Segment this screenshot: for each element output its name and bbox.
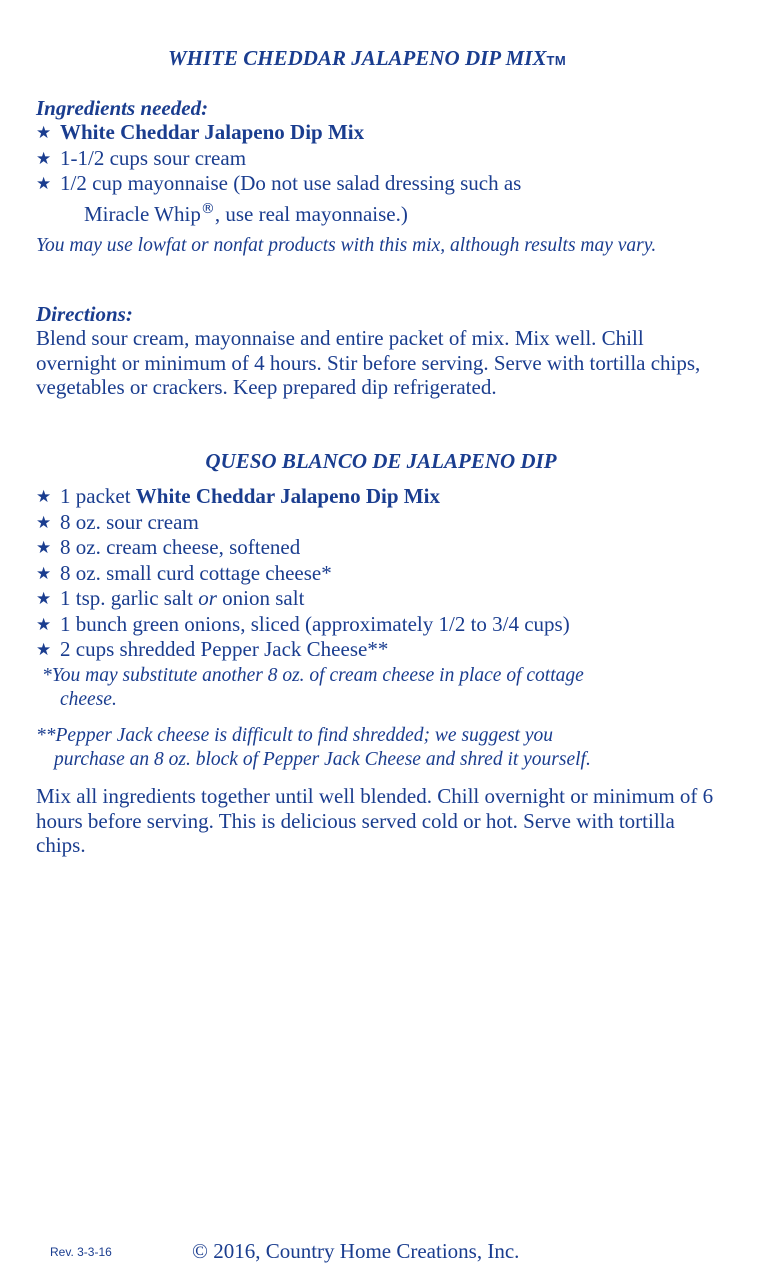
queso-ingredients (36, 484, 570, 663)
directions-section (36, 302, 726, 400)
lowfat-note: You may use lowfat or nonfat products with this mix, although results may vary. (36, 235, 657, 256)
registered-mark: ® (200, 200, 215, 217)
star-icon: ★ (36, 538, 52, 558)
star-icon: ★ (36, 512, 52, 533)
queso-title: QUESO BLANCO DE JALAPENO DIP (205, 449, 557, 473)
star-icon: ★ (36, 123, 52, 143)
queso-item: ★ 1 bunch green onions, sliced (approximately 1/2 to 3/4 cups) (36, 611, 570, 636)
star-icon: ★ (36, 148, 52, 169)
queso-item: ★ 2 cups shredded Pepper Jack Cheese** (36, 637, 389, 661)
queso-item: ★ 1 tsp. garlic salt or onion salt (36, 586, 305, 610)
queso-item: ★ 8 oz. small curd cottage cheese* (36, 560, 332, 585)
queso-item: ★ 8 oz. cream cheese, softened (36, 535, 301, 559)
star-icon: ★ (36, 563, 52, 584)
star-icon: ★ (36, 487, 52, 507)
trademark-mark: TM (546, 53, 567, 68)
ingredient-item-continued: Miracle Whip®, use real mayonnaise.) (84, 200, 408, 226)
directions-label: Directions: (36, 302, 133, 326)
star-icon: ★ (36, 174, 52, 194)
revision-date: Rev. 3-3-16 (50, 1245, 112, 1259)
title-text: WHITE CHEDDAR JALAPENO DIP MIX (168, 46, 547, 70)
pepper-jack-footnote: **Pepper Jack cheese is difficult to find shredded; we suggest you purchase an 8 oz. block of Pepper Jack Cheese and shred it yourself. (36, 725, 591, 770)
star-icon: ★ (36, 614, 52, 635)
star-icon: ★ (36, 589, 52, 609)
ingredient-item: ★ 1/2 cup mayonnaise (Do not use salad dressing such as (36, 171, 522, 195)
copyright-notice: © 2016, Country Home Creations, Inc. (192, 1239, 520, 1263)
queso-instructions: Mix all ingredients together until well blended. Chill overnight or minimum of 6 hours before serving. This is delicious served cold or hot. Serve with tortilla chips. (36, 784, 714, 857)
ingredients-section (36, 96, 726, 258)
recipe-title (168, 46, 566, 71)
ingredient-item: ★ 1-1/2 cups sour cream (36, 145, 247, 170)
star-icon: ★ (36, 640, 52, 660)
cottage-cheese-footnote: *You may substitute another 8 oz. of cream cheese in place of cottage cheese. (42, 665, 584, 710)
ingredient-item: ★ White Cheddar Jalapeno Dip Mix (36, 120, 365, 144)
ingredients-label: Ingredients needed: (36, 96, 209, 120)
directions-text: Blend sour cream, mayonnaise and entire packet of mix. Mix well. Chill overnight or minimum of 4 hours. Stir before serving. Serve with tortilla chips, vegetables or crackers. Keep prepared dip refrigerated. (36, 326, 701, 399)
queso-item: ★ 1 packet White Cheddar Jalapeno Dip Mix (36, 484, 440, 508)
queso-item: ★ 8 oz. sour cream (36, 509, 199, 534)
